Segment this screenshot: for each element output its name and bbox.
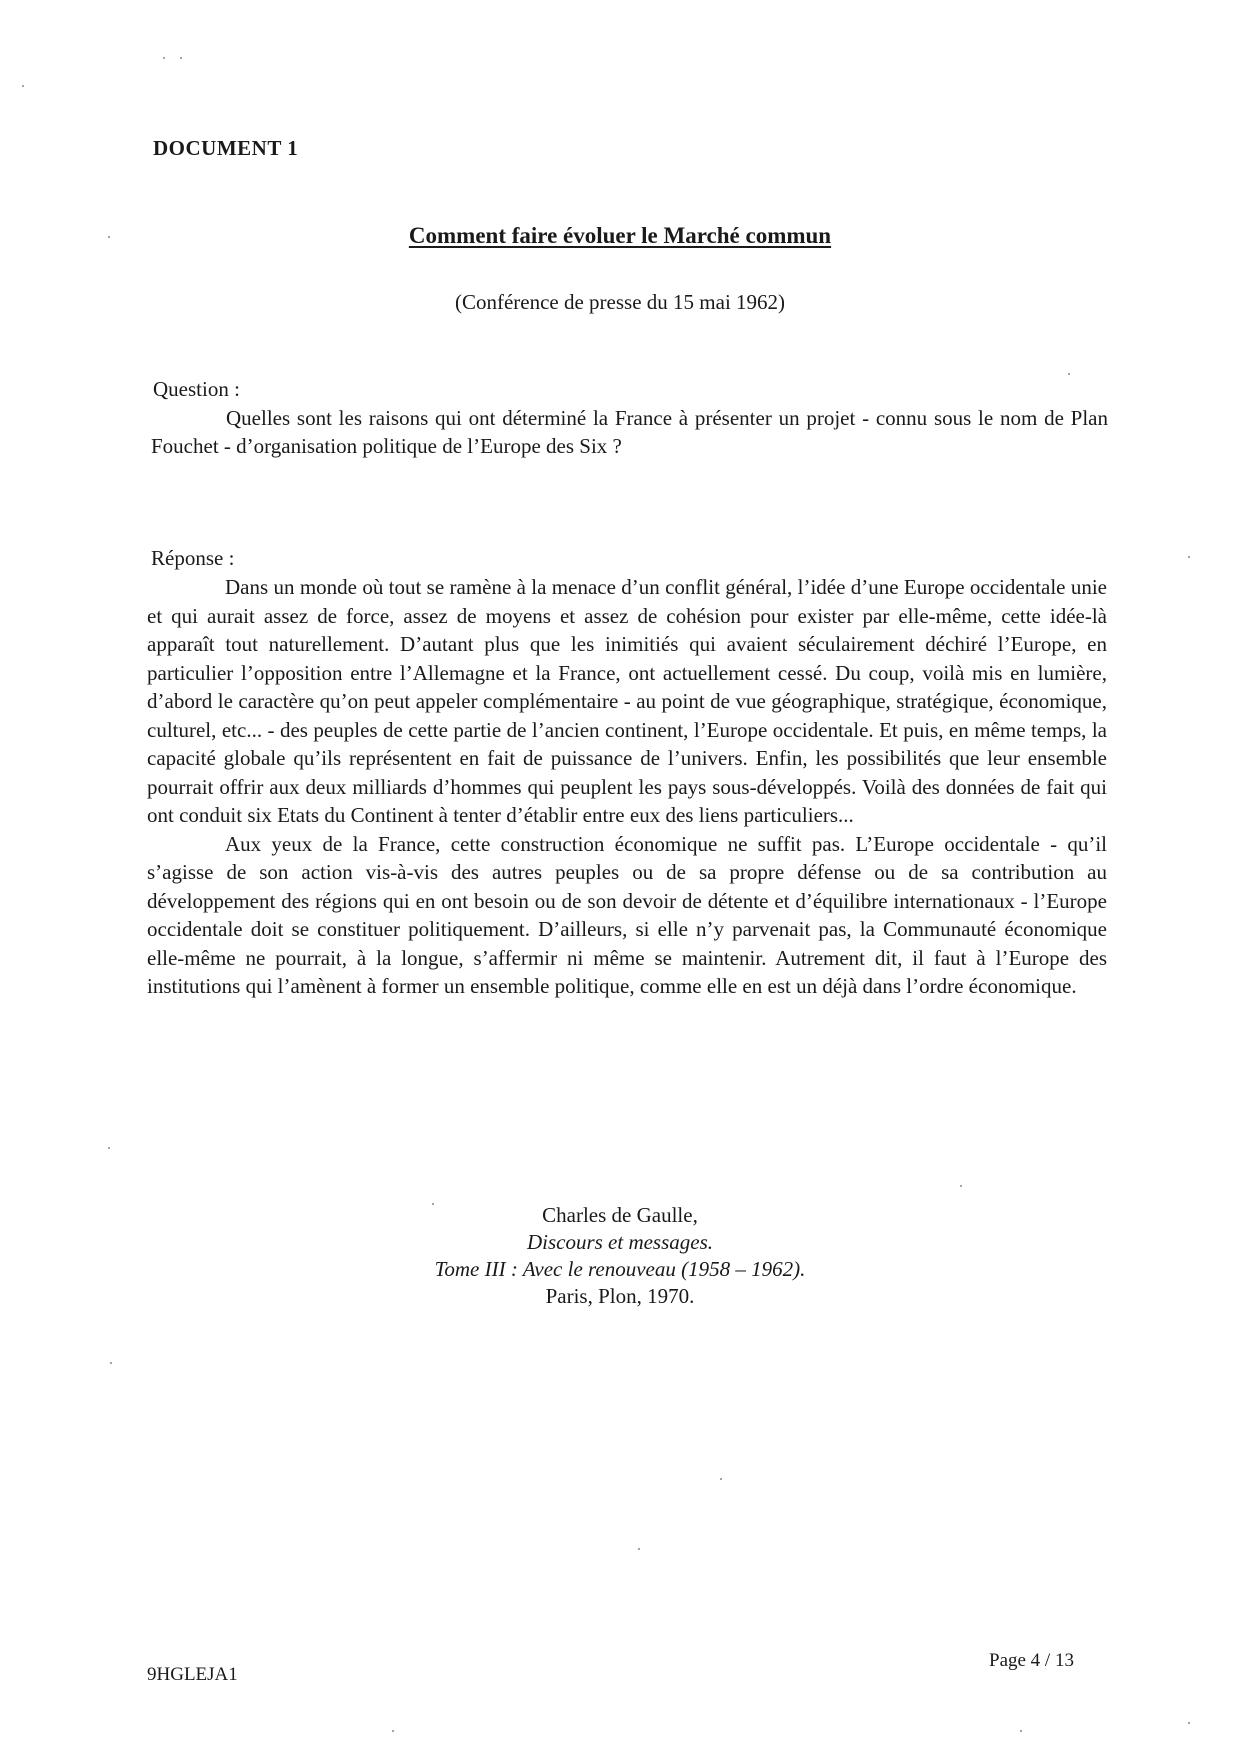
citation	[0, 1202, 1240, 1310]
scan-speck	[432, 1203, 434, 1205]
document-subtitle: (Conférence de presse du 15 mai 1962)	[454, 290, 786, 314]
response-body	[147, 573, 1107, 1001]
scan-speck	[180, 57, 182, 59]
question-text: Quelles sont les raisons qui ont déterminé la France à présenter un projet - connu sous le nom de Plan Fouchet - d’organisation politique de l’Europe des Six ?	[151, 406, 1108, 458]
response-label: Réponse :	[151, 546, 235, 570]
citation-work: Discours et messages.	[526, 1230, 714, 1254]
citation-author: Charles de Gaulle,	[542, 1203, 698, 1227]
document-label: DOCUMENT 1	[153, 136, 299, 160]
document-title: Comment faire évoluer le Marché commun	[408, 223, 832, 248]
response-paragraph: Dans un monde où tout se ramène à la menace d’un conflit général, l’idée d’une Europe occidentale unie et qui aurait assez de force, assez de moyens et assez de cohésion pour exister par elle-même, cette idée-là apparaît tout naturellement. D’autant plus que les inimitiés qui avaient séculairement déchiré l’Europe, en particulier l’opposition entre l’Allemagne et la France, ont actuellement cessé. Du coup, voilà mis en lumière, d’abord le caractère qu’on peut appeler complémentaire - au point de vue géographique, stratégique, économique, culturel, etc... - des peuples de cette partie de l’ancien continent, l’Europe occidentale. Et puis, en même temps, la capacité globale qu’ils représentent en fait de puissance de l’univers. Enfin, les possibilités que leur ensemble pourrait offrir aux deux milliards d’hommes qui peuplent les pays sous-développés. Voilà des données de fait qui ont conduit six Etats du Continent à tenter d’établir entre eux des liens particuliers...	[147, 575, 1107, 827]
scan-speck	[720, 1478, 722, 1480]
page-number: Page 4 / 13	[989, 1650, 1074, 1671]
citation-publisher: Paris, Plon, 1970.	[545, 1284, 695, 1308]
scan-speck	[392, 1730, 394, 1732]
scan-speck	[960, 1185, 962, 1187]
scan-speck	[1020, 1730, 1022, 1732]
scan-speck	[108, 236, 110, 238]
question-label: Question :	[153, 377, 240, 401]
footer-code: 9HGLEJA1	[147, 1664, 238, 1685]
citation-volume: Tome III : Avec le renouveau (1958 – 1962).	[434, 1257, 806, 1281]
scan-speck	[1188, 1722, 1190, 1724]
scan-speck	[1188, 556, 1190, 558]
scan-speck	[22, 85, 24, 87]
scan-speck	[108, 1147, 110, 1149]
scan-speck	[163, 57, 165, 59]
scan-speck	[1068, 373, 1070, 375]
scan-speck	[638, 1548, 640, 1550]
response-paragraph: Aux yeux de la France, cette construction économique ne suffit pas. L’Europe occidentale - qu’il s’agisse de son action vis-à-vis des autres peuples ou de sa propre défense ou de sa contribution au développement des régions qui en ont besoin ou de son devoir de détente et d’équilibre internationaux - l’Europe occidentale doit se constituer politiquement. D’ailleurs, si elle n’y parvenait pas, la Communauté économique elle-même ne pourrait, à la longue, s’affermir ni même se maintenir. Autrement dit, il faut à l’Europe des institutions qui l’amènent à former un ensemble politique, comme elle en est un déjà dans l’ordre économique.	[147, 831, 1107, 998]
scan-speck	[110, 1362, 112, 1364]
